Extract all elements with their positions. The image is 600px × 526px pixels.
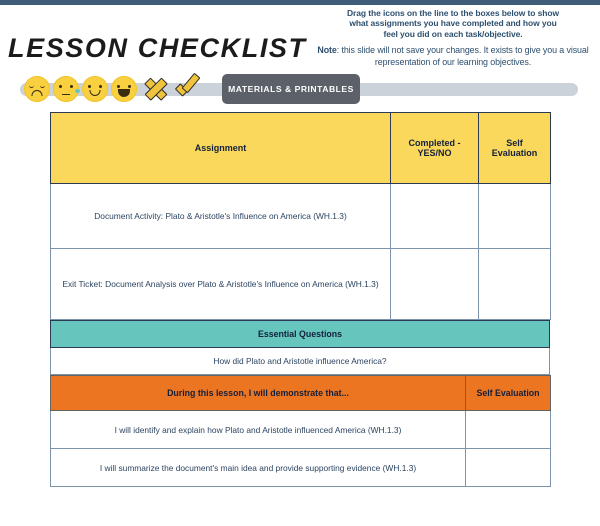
header-self-line1: Self bbox=[506, 138, 523, 148]
header-self-line2: Evaluation bbox=[491, 148, 538, 158]
materials-printables-button[interactable]: MATERIALS & PRINTABLES bbox=[222, 74, 360, 104]
mouth bbox=[62, 94, 70, 95]
check-mark-icon[interactable] bbox=[174, 77, 200, 101]
table-row bbox=[51, 249, 551, 320]
assignment-table bbox=[50, 112, 551, 320]
objectives-table bbox=[50, 375, 551, 487]
grinning-face-emoji[interactable] bbox=[111, 76, 137, 102]
self-evaluation-dropzone[interactable] bbox=[479, 184, 551, 249]
neutral-face-emoji[interactable] bbox=[53, 76, 79, 102]
objective-cell: I will summarize the document's main idea and provide supporting evidence (WH.1.3) bbox=[51, 449, 466, 487]
table-row bbox=[51, 348, 550, 375]
mouth bbox=[32, 90, 43, 96]
essential-questions-header-row bbox=[51, 321, 550, 348]
eye-right bbox=[40, 85, 45, 88]
x-mark-icon[interactable] bbox=[144, 77, 168, 101]
sad-face-emoji[interactable] bbox=[24, 76, 50, 102]
blush-mark bbox=[75, 89, 80, 93]
objective-self-evaluation-dropzone[interactable] bbox=[466, 411, 551, 449]
header-objectives-self-evaluation: Self Evaluation bbox=[466, 376, 551, 411]
table-row bbox=[51, 184, 551, 249]
table-row bbox=[51, 411, 551, 449]
mouth bbox=[90, 90, 101, 96]
eye-right bbox=[99, 85, 102, 88]
header-essential-questions: Essential Questions bbox=[51, 321, 550, 348]
header-assignment: Assignment bbox=[51, 113, 391, 184]
note-text bbox=[312, 45, 594, 68]
header-completed-line1: Completed - bbox=[408, 138, 461, 148]
essential-questions-table bbox=[50, 320, 550, 375]
objectives-header-row bbox=[51, 376, 551, 411]
note-label: Note bbox=[317, 45, 337, 56]
objective-cell: I will identify and explain how Plato and Aristotle influenced America (WH.1.3) bbox=[51, 411, 466, 449]
completed-dropzone[interactable] bbox=[391, 249, 479, 320]
objective-self-evaluation-dropzone[interactable] bbox=[466, 449, 551, 487]
instruction-line-1: Drag the icons on the line to the boxes below to show bbox=[347, 8, 559, 18]
header-completed bbox=[391, 113, 479, 184]
slight-smile-emoji[interactable] bbox=[82, 76, 108, 102]
completed-dropzone[interactable] bbox=[391, 184, 479, 249]
table-row bbox=[51, 449, 551, 487]
eye-left bbox=[29, 85, 34, 88]
eye-left bbox=[117, 85, 120, 88]
self-evaluation-dropzone[interactable] bbox=[479, 249, 551, 320]
mouth bbox=[118, 89, 130, 97]
note-body: : this slide will not save your changes. It exists to give you a visual representation of our learning objectives. bbox=[336, 45, 589, 67]
eye-right bbox=[70, 85, 73, 88]
eye-left bbox=[59, 85, 62, 88]
instructions-block bbox=[312, 8, 594, 68]
header-objectives: During this lesson, I will demonstrate that... bbox=[51, 376, 466, 411]
assignment-cell: Document Activity: Plato & Aristotle's Influence on America (WH.1.3) bbox=[51, 184, 391, 249]
header-self-evaluation bbox=[479, 113, 551, 184]
assignment-cell: Exit Ticket: Document Analysis over Plato & Aristotle's Influence on America (WH.1.3) bbox=[51, 249, 391, 320]
essential-question-cell: How did Plato and Aristotle influence America? bbox=[51, 348, 550, 375]
draggable-icon-row[interactable] bbox=[24, 73, 200, 105]
instruction-line-3: feel you did on each task/objective. bbox=[383, 28, 523, 39]
assignment-table-header-row bbox=[51, 113, 551, 184]
instruction-line-2: what assignments you have completed and how you bbox=[349, 18, 557, 29]
eye-right bbox=[128, 85, 131, 88]
eye-left bbox=[88, 85, 91, 88]
page-title: LESSON CHECKLIST bbox=[8, 33, 307, 63]
header-completed-line2: YES/NO bbox=[417, 148, 452, 158]
page-header bbox=[0, 5, 600, 105]
